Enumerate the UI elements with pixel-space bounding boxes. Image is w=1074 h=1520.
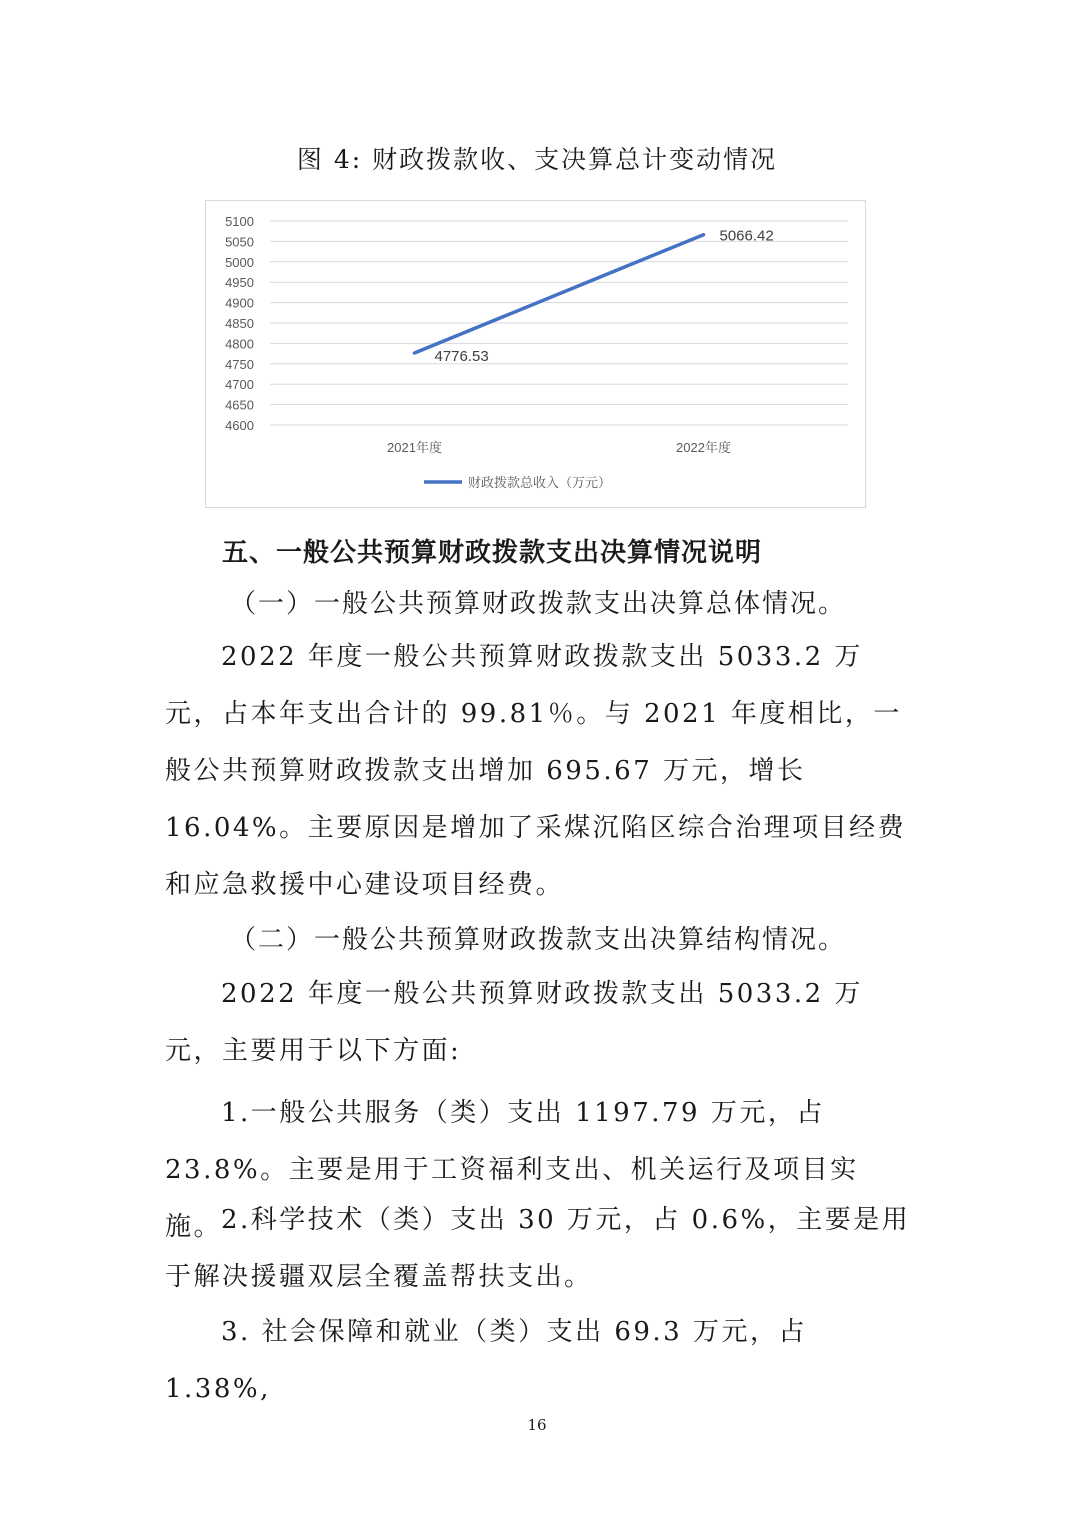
series-line	[415, 235, 704, 353]
page-number: 16	[527, 1416, 547, 1434]
y-tick-label: 5100	[225, 214, 254, 229]
data-label: 4776.53	[434, 347, 489, 365]
subheading-structure: （二）一般公共预算财政拨款支出决算结构情况。	[230, 925, 847, 955]
line-chart	[205, 200, 866, 508]
y-tick-label: 4950	[225, 275, 254, 291]
list-item-general-services: 1.一般公共服务（类）支出 1197.79 万元，占 23.8%。主要是用于工资福利支出、机关运行及项目实施。	[165, 1098, 859, 1242]
y-tick-label: 4700	[225, 377, 254, 393]
data-label: 5066.42	[719, 227, 774, 245]
subheading-overall: （一）一般公共预算财政拨款支出决算总体情况。	[230, 589, 847, 619]
y-tick-label: 4650	[225, 397, 254, 413]
list-item-social-security: 3. 社会保障和就业（类）支出 69.3 万元，占 1.38%,	[165, 1317, 807, 1404]
x-tick-label: 2022年度	[676, 440, 731, 455]
y-tick-label: 4900	[225, 295, 254, 311]
y-tick-label: 4600	[225, 418, 254, 433]
x-tick-label: 2021年度	[387, 440, 442, 455]
y-tick-label: 5000	[225, 254, 254, 270]
y-tick-label: 5050	[225, 234, 254, 250]
y-tick-label: 4750	[225, 356, 254, 372]
figure-title: 图 4: 财政拨款收、支决算总计变动情况	[296, 145, 778, 174]
section-heading: 五、一般公共预算财政拨款支出决算情况说明	[222, 538, 763, 568]
list-item-science-technology: 2.科学技术（类）支出 30 万元，占 0.6%，主要是用于解决援疆双层全覆盖帮扶支出。	[165, 1205, 911, 1292]
legend-label: 财政拨款总收入（万元）	[468, 475, 612, 490]
y-tick-label: 4800	[225, 336, 254, 352]
paragraph-structure: 2022 年度一般公共预算财政拨款支出 5033.2 万元，主要用于以下方面:	[165, 979, 863, 1066]
chart-canvas	[206, 201, 867, 509]
paragraph-overall: 2022 年度一般公共预算财政拨款支出 5033.2 万元，占本年支出合计的 99.81％。与 2021 年度相比，一般公共预算财政拨款支出增加 695.67 万元，增长 16.04%。主要原因是增加了采煤沉陷区综合治理项目经费和应急救援中心建设项目经费。	[165, 642, 907, 900]
y-tick-label: 4850	[225, 316, 254, 331]
